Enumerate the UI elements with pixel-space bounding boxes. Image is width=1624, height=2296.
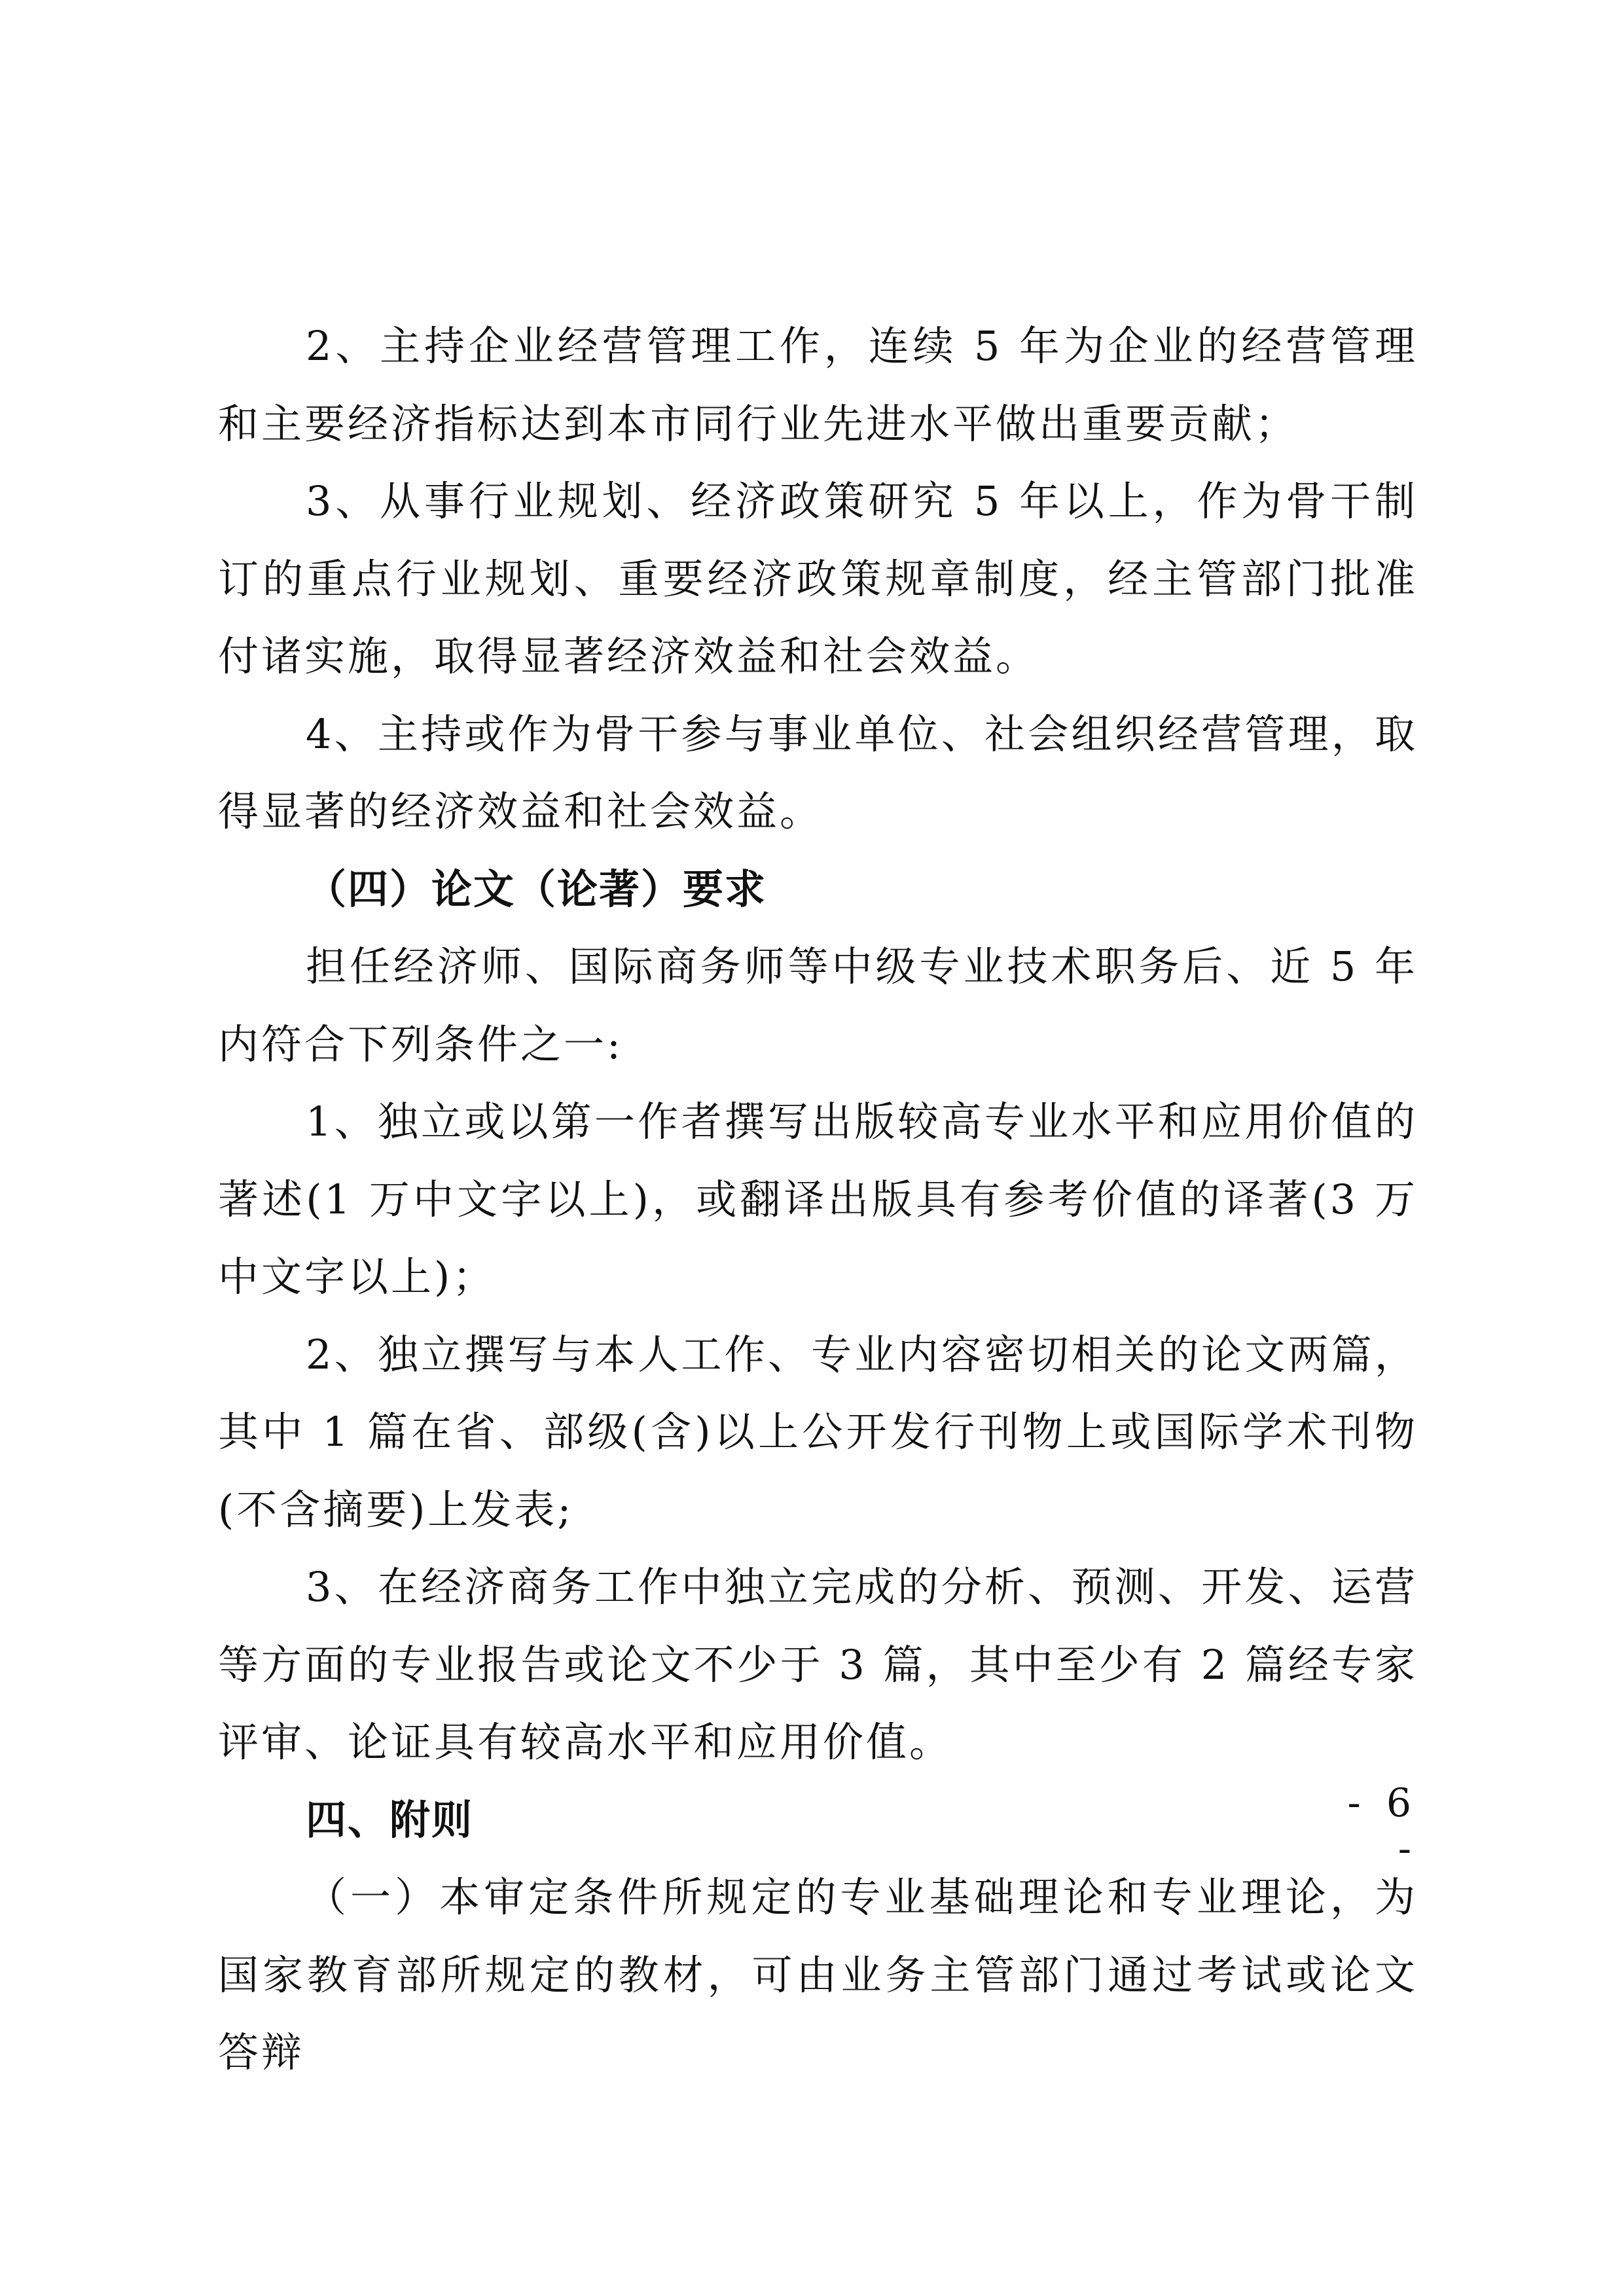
paragraph-criterion-4: 4、主持或作为骨干参与事业单位、社会组织经营管理，取得显著的经济效益和社会效益。 <box>218 709 1418 835</box>
paragraph-thesis-2: 2、独立撰写与本人工作、专业内容密切相关的论文两篇，其中 1 篇在省、部级(含)以上公开发行刊物上或国际学术刊物(不含摘要)上发表; <box>218 1330 1418 1534</box>
section-heading-thesis-requirements: （四）论文（论著）要求 <box>306 865 767 913</box>
page-number: - 6 - <box>1347 1780 1418 1872</box>
paragraph-criterion-2: 2、主持企业经营管理工作，连续 5 年为企业的经营管理和主要经济指标达到本市同行业先进水平做出重要贡献； <box>218 322 1418 448</box>
paragraph-thesis-1: 1、独立或以第一作者撰写出版较高专业水平和应用价值的著述(1 万中文字以上)，或翻译出版具有参考价值的译著(3 万中文字以上)； <box>218 1098 1418 1300</box>
paragraph-criterion-3: 3、从事行业规划、经济政策研究 5 年以上，作为骨干制订的重点行业规划、重要经济政策规章制度，经主管部门批准付诸实施，取得显著经济效益和社会效益。 <box>218 477 1418 680</box>
paragraph-thesis-3: 3、在经济商务工作中独立完成的分析、预测、开发、运营等方面的专业报告或论文不少于 3 篇，其中至少有 2 篇经专家评审、论证具有较高水平和应用价值。 <box>218 1563 1418 1766</box>
section-heading-appendix: 四、附则 <box>306 1795 474 1844</box>
paragraph-appendix-1: （一）本审定条件所规定的专业基础理论和专业理论，为国家教育部所规定的教材，可由业务主管部门通过考试或论文答辩 <box>218 1873 1418 2076</box>
paragraph-thesis-intro: 担任经济师、国际商务师等中级专业技术职务后、近 5 年内符合下列条件之一: <box>218 942 1418 1068</box>
body-text <box>218 308 1418 2092</box>
